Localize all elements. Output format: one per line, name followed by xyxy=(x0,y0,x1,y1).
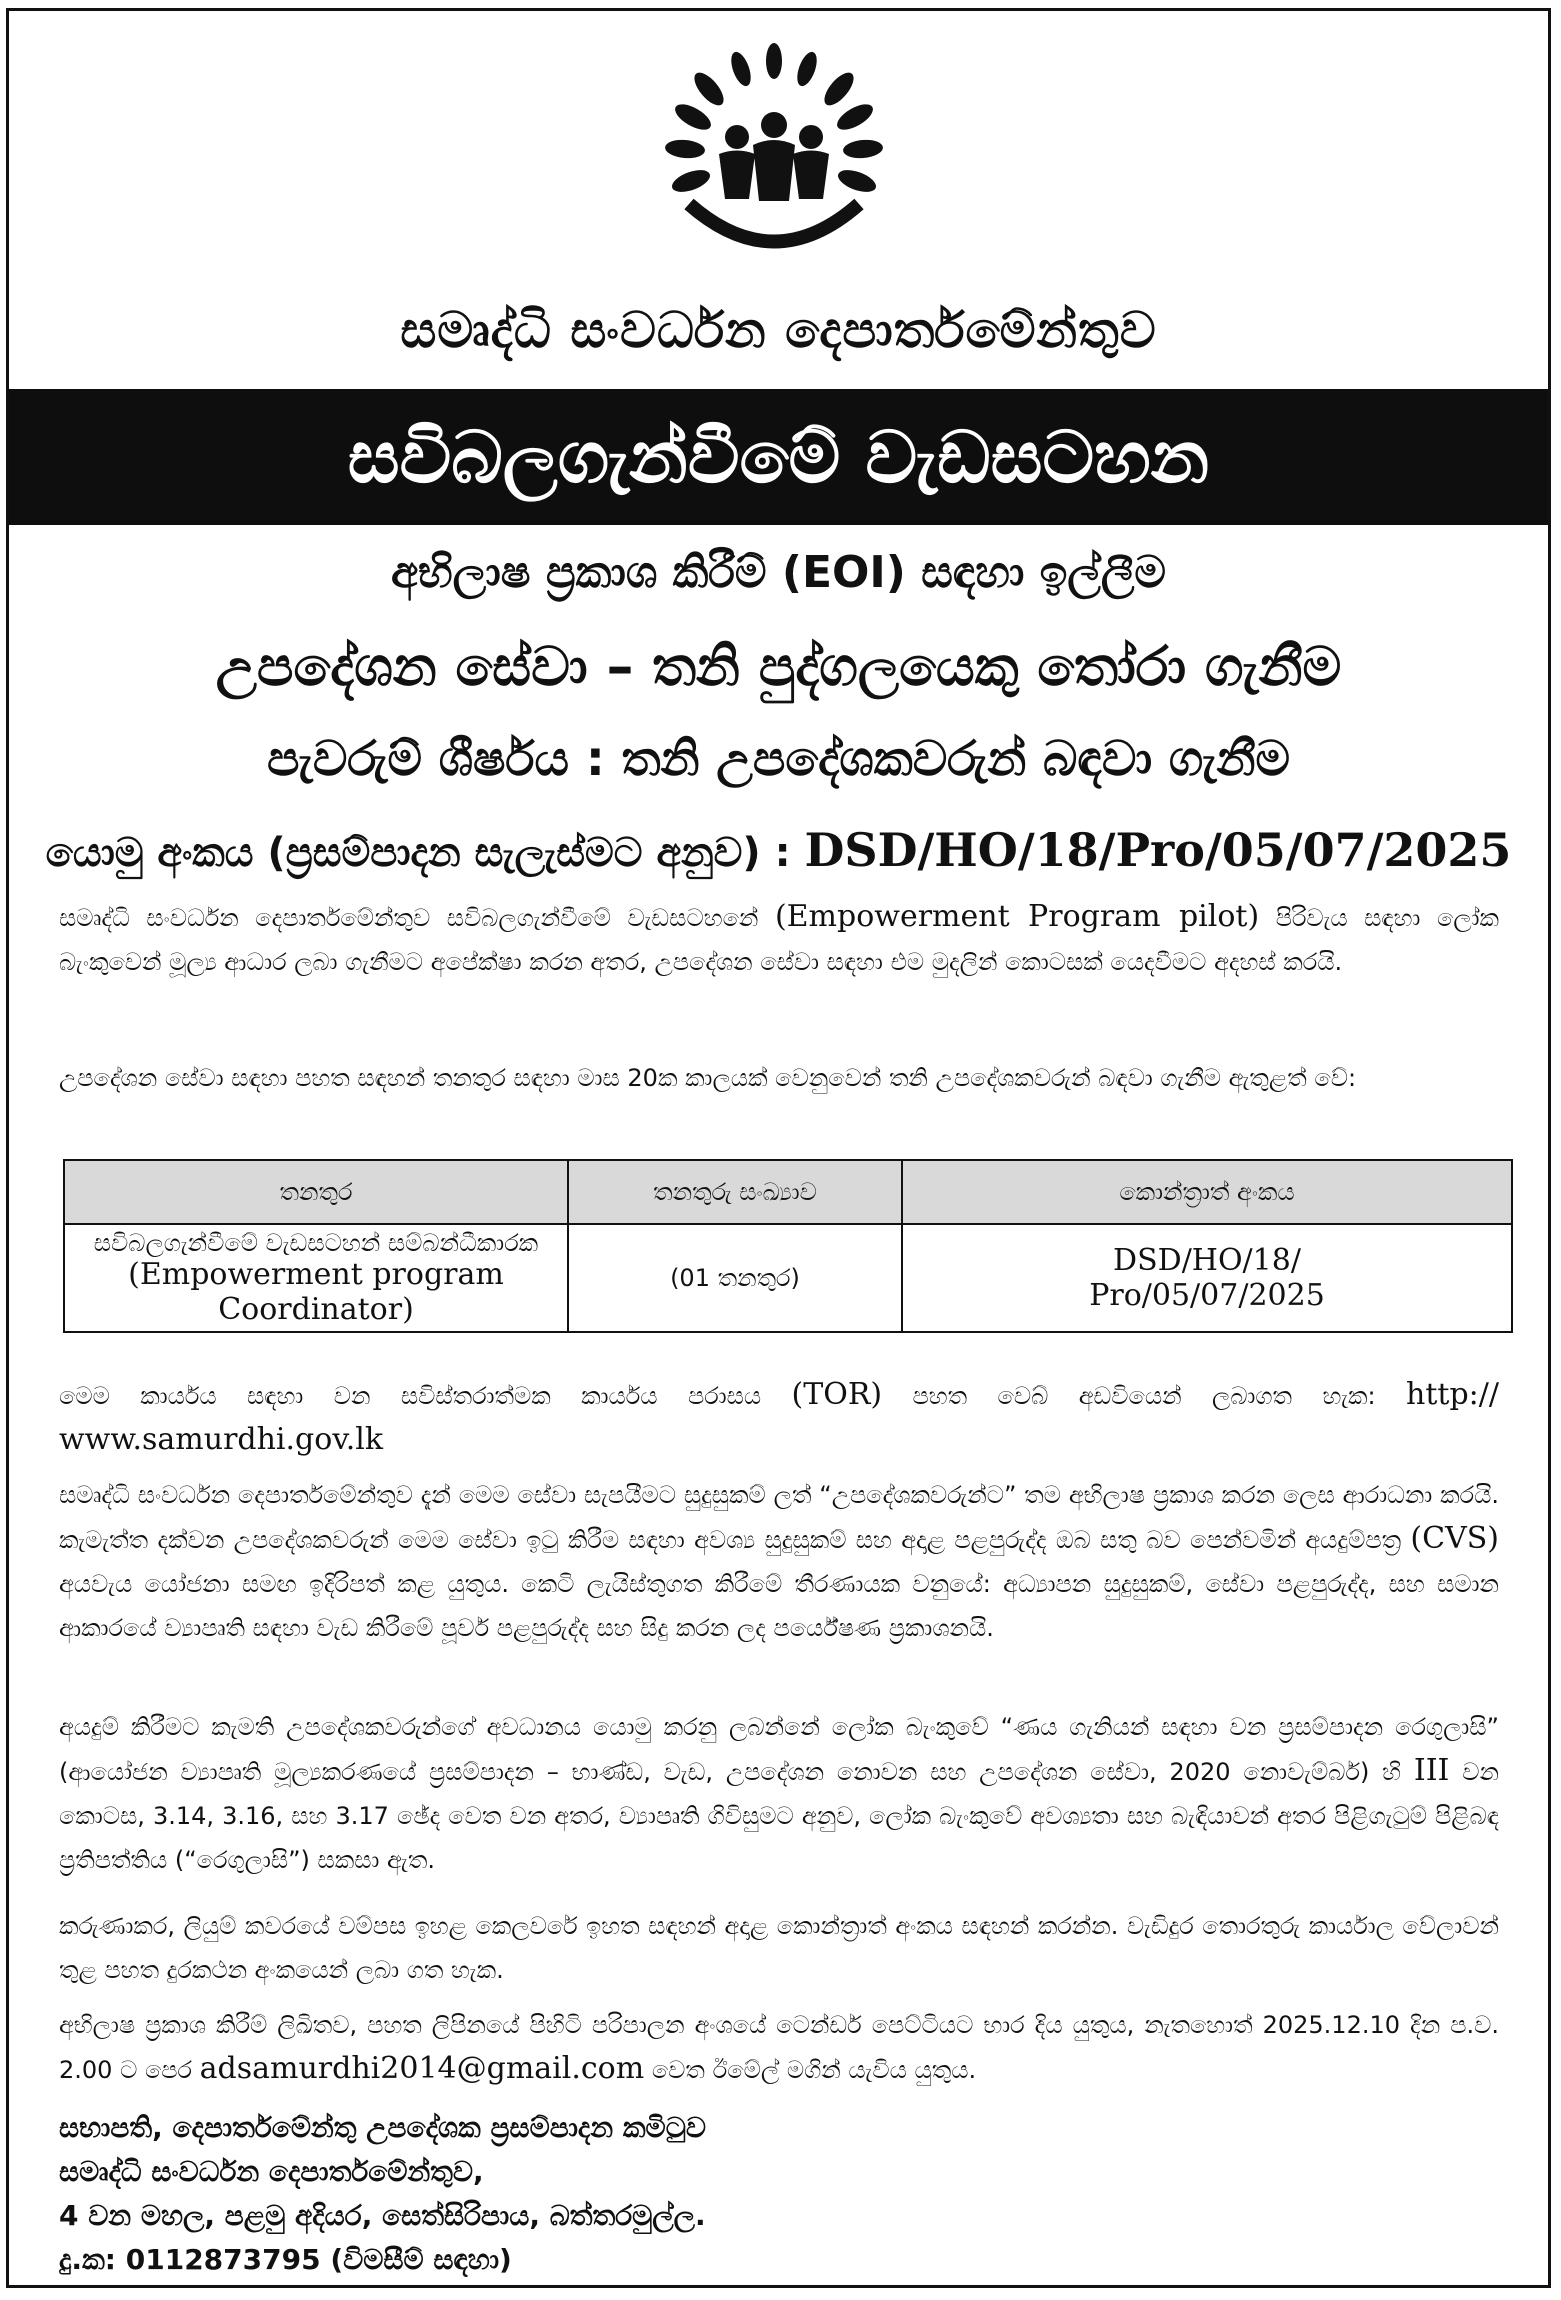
position-english: (Empowerment program Coordinator) xyxy=(128,1257,504,1327)
samurdhi-emblem-icon xyxy=(649,29,899,269)
header-count: තනතුරු සංඛ්‍යාව xyxy=(568,1160,902,1224)
signature-chairman: සභාපති, දෙපාර්තමේන්තු උපදේශක ප්‍රසම්පාදන කමිටුව xyxy=(59,2111,706,2144)
p1-text-b: පිරිවැය සඳහා ලෝක බැංකුවෙන් මූල්‍ය ආධාර ලබා ගැනීමට අපේක්ෂා කරන අතර, උපදේශන සේවා සඳහා එම මුදලින් කොටසක් යෙදවීමට අදහස් කරයි. xyxy=(59,904,1500,976)
eoi-heading: අභිලාෂ ප්‍රකාශ කිරීම් (EOI) සඳහා ඉල්ලීම xyxy=(390,547,1167,598)
cell-count: (01 තනතුර) xyxy=(568,1224,902,1332)
cell-position xyxy=(64,1224,568,1332)
signature-address: 4 වන මහල, පළමු අදියර, සෙත්සිරිපාය, බත්තරමුල්ල. xyxy=(59,2199,706,2232)
p1-text-a: සමෘද්ධි සංවර්ධන දෙපාර්තමේන්තුව සවිබලගැන්වීමේ වැඩසටහනේ xyxy=(59,904,775,932)
contract-line-1: DSD/HO/18/ xyxy=(1113,1243,1301,1278)
reference-code: DSD/HO/18/Pro/05/07/2025 xyxy=(804,823,1512,877)
p7-text-b: වෙත ඊමේල් මගින් යැවිය යුතුය. xyxy=(644,2056,977,2084)
contract-line-2: Pro/05/07/2025 xyxy=(1089,1278,1325,1313)
paragraph-intro xyxy=(59,895,1499,984)
website-link[interactable]: http:// www.samurdhi.gov.lk xyxy=(59,1377,1499,1457)
position-table xyxy=(63,1159,1513,1333)
header-contract: කොන්ත්‍රාත් අංකය xyxy=(902,1160,1512,1224)
p4-cvs: (CVS) xyxy=(1410,1521,1499,1556)
p5-section: III xyxy=(1413,1753,1450,1788)
table-header-row xyxy=(64,1160,1512,1224)
p5-text-a: අයදුම් කිරීමට කැමති උපදේශකවරුන්ගේ අවධානය යොමු කරනු ලබන්නේ ලෝක බැංකුවේ “ණය ගැනියන් සඳහා වන ප්‍රසම්පාදන රෙගුලාසි” (ආයෝජන ව්‍යාපෘති මූල්‍යකරණයේ ප්‍රසම්පාදන – භාණ්ඩ, වැඩ, උපදේශන නොවන සහ උපදේශන සේවා, 2020 නොවැම්බර්) හි xyxy=(59,1713,1499,1786)
p1-english: (Empowerment Program pilot) xyxy=(774,899,1260,934)
paragraph-tor xyxy=(59,1373,1499,1463)
paragraph-submission xyxy=(59,2003,1499,2092)
p3-text-b: පහත වෙබ් අඩවියෙන් ලබාගත හැක: xyxy=(882,1382,1407,1410)
p3-tor: (TOR) xyxy=(791,1377,883,1412)
signature-phone: දු.ක: 0112873795 (විමසීම් සඳහා) xyxy=(59,2243,512,2276)
email-link[interactable]: adsamurdhi2014@gmail.com xyxy=(199,2051,645,2086)
cell-contract xyxy=(902,1224,1512,1332)
header-position: තනතුර xyxy=(64,1160,568,1224)
p4-text-b: අයවැය යෝජනා සමඟ ඉදිරිපත් කළ යුතුය. කෙටි ලැයිස්තුගත කිරීමේ තීරණායක වනුයේ: අධ්‍යාපන සුදුසුකම්, සේවා පළපුරුද්ද, සහ සමාන ආකාරයේ ව්‍යාපෘති සඳහා වැඩ කිරීමේ පූර්ව පළපුරුද්ද සහ සිදු කරන ලද පර්යේෂණ ප්‍රකාශනයි. xyxy=(59,1570,1499,1642)
paragraph-invitation xyxy=(59,1473,1499,1650)
program-banner: සවිබලගැන්වීමේ වැඩසටහන xyxy=(9,389,1548,525)
table-row xyxy=(64,1224,1512,1332)
paragraph-contact: කරුණාකර, ලියුම් කවරයේ වම්පස ඉහළ කෙලවරේ ඉහත සඳහන් අදාළ කොන්ත්‍රාත් අංකය සඳහන් කරන්න. වැඩිදුර තොරතුරු කාර්යාල වේලාවන් තුළ පහත දුරකථන අංකයෙන් ලබා ගත හැක. xyxy=(59,1912,1499,1984)
p7-text-a: අභිලාෂ ප්‍රකාශ කිරීම් ලිඛිතව, පහත ලිපිනයේ පිහිටි පරිපාලන අංශයේ ටෙන්ඩර් පෙට්ටියට භාර දිය යුතුය, නැතහොත් 2025.12.10 දින ප.ව. 2.00 ට පෙර xyxy=(59,2011,1499,2084)
paragraph-scope: උපදේශන සේවා සඳහා පහත සඳහන් තනතුර සඳහා මාස 20ක කාලයක් වෙනුවෙන් තනි උපදේශකවරුන් බඳවා ගැනීම ඇතුළත් වේ: xyxy=(59,1064,1357,1092)
position-sinhala: සවිබලගැන්වීමේ වැඩසටහන් සම්බන්ධීකාරක xyxy=(93,1229,539,1257)
assignment-title: පැවරුම් ශීර්ෂය : තනි උපදේශකවරුන් බඳවා ගැනීම xyxy=(266,731,1291,787)
p3-text-a: මෙම කාර්යය සඳහා වන සවිස්තරාත්මක කාර්යය පරාසය xyxy=(59,1382,792,1410)
signature-department: සමෘද්ධි සංවර්ධන දෙපාර්තමේන්තුව, xyxy=(59,2155,484,2188)
reference-label: යොමු අංකය (ප්‍රසම්පාදන සැලැස්මට අනුව) : xyxy=(45,830,805,876)
service-heading: උපදේශන සේවා – තනි පුද්ගලයෙකු තෝරා ගැනීම xyxy=(215,635,1342,698)
reference-line xyxy=(9,823,1548,877)
p5-text-b: වන කොටස, 3.14, 3.16, සහ 3.17 ඡේද වෙත වන අතර, ව්‍යාපෘති ගිවිසුමට අනුව, ලෝක බැංකුවේ අවශ්‍යතා සහ බැඳියාවන් අතර පිළිගැටුම් පිළිබඳ ප්‍රතිපත්තිය (“රෙගුලාසි”) සකසා ඇත. xyxy=(59,1758,1499,1874)
department-title: සමෘද්ධි සංවර්ධන දෙපාර්තමේන්තුව xyxy=(400,301,1157,359)
signature-block xyxy=(59,2106,1499,2282)
notice-page xyxy=(6,8,1551,2288)
paragraph-regulations xyxy=(59,1705,1499,1882)
p4-text-a: සමෘද්ධි සංවර්ධන දෙපාර්තමේන්තුව දැන් මෙම සේවා සැපයීමට සුදුසුකම් ලත් “උපදේශකවරුන්ට” තම අභිලාෂ ප්‍රකාශ කරන ලෙස ආරාධනා කරයි. කැමැත්ත දක්වන උපදේශකවරුන් මෙම සේවා ඉටු කිරීම සඳහා අවශ්‍ය සුදුසුකම් සහ අදාළ පළපුරුද්ද ඔබ සතු බව පෙන්වමින් අයදුම්පත්‍ර xyxy=(59,1481,1499,1554)
